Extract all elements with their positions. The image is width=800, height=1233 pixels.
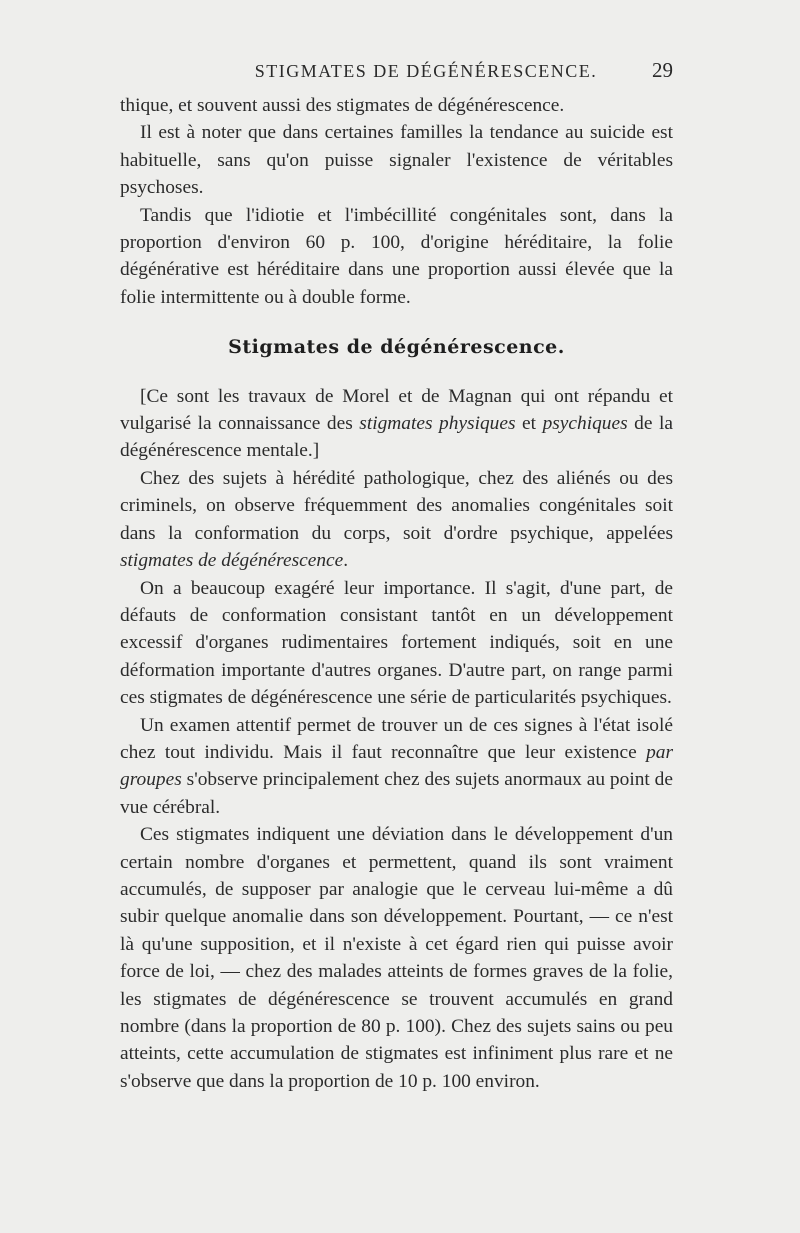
italic-term: stigmates de dégénérescence — [120, 550, 344, 572]
paragraph-suicide: Il est à noter que dans certaines familles la tendance au suicide est habituelle, sans qu'on puisse signaler l'existence de véritables psychoses. — [120, 122, 673, 199]
paragraph-heredity: Tandis que l'idiotie et l'imbécillité congénitales sont, dans la proportion d'environ 60 p. 100, d'origine héréditaire, la folie dégénérative est héréditaire dans une proportion aussi élevée que la folie intermittente ou à double forme. — [120, 204, 673, 308]
text-run: . — [343, 550, 349, 572]
paragraph-continuation: thique, et souvent aussi des stigmates de dégénérescence. — [120, 95, 565, 116]
paragraph-morel-magnan — [120, 383, 673, 465]
text-run: Chez des sujets à hérédité pathologique, chez des aliénés ou des criminels, on observe fréquemment des anomalies congénitales soit dans la conformation du corps, soit d'ordre psychique, appelées — [120, 467, 673, 544]
text-run: [Ce sont les travaux de Morel et de Magnan qui ont répandu et vulgarisé la connaissance des — [120, 385, 673, 435]
text-run: s'observe principalement chez des sujets anormaux au point de vue cérébral. — [120, 769, 673, 818]
body-text — [120, 92, 673, 1095]
paragraph-deviation: Ces stigmates indiquent une déviation dans le développement d'un certain nombre d'organes et permettent, quand ils sont vraiment accumulés, de supposer par analogie que le cerveau lui-même a dû subir quelque anomalie dans son développement. Pourtant, — ce n'est là qu'une supposition, et il n'existe à cet égard rien qui puisse avoir force de loi, — chez des malades atteints de formes graves de la folie, les stigmates de dégénérescence se trouvent accumulés en grand nombre (dans la proportion de 80 p. 100). Chez des sujets sains ou peu atteints, cette accumulation de stigmates est infiniment plus rare et ne s'observe que dans la proportion de 10 p. 100 environ. — [120, 824, 673, 1092]
paragraph-importance: On a beaucoup exagéré leur importance. Il s'agit, d'une part, de défauts de conformation consistant tantôt en un développement excessif d'organes rudimentaires fortement indiqués, soit en une déformation importante d'autres organes. D'autre part, on range parmi ces stigmates de dégénérescence une série de particularités psychiques. — [120, 577, 673, 709]
running-title: STIGMATES DE DÉGÉNÉRESCENCE. — [254, 61, 598, 81]
paragraph-definition — [120, 465, 673, 575]
text-run: Un examen attentif permet de trouver un de ces signes à l'état isolé chez tout individu. Mais il faut reconnaître que leur existence — [120, 714, 673, 763]
paragraph-examination — [120, 712, 673, 822]
text-run: de la dégénérescence mentale.] — [120, 413, 673, 462]
italic-term: par groupes — [120, 741, 673, 791]
text-run: et — [515, 413, 543, 435]
italic-term: stigmates physiques — [359, 413, 516, 435]
page-number: 29 — [652, 58, 673, 82]
running-header — [120, 58, 673, 83]
italic-term: psychiques — [542, 413, 628, 435]
section-heading: Stigmates de dégénérescence. — [228, 336, 565, 359]
